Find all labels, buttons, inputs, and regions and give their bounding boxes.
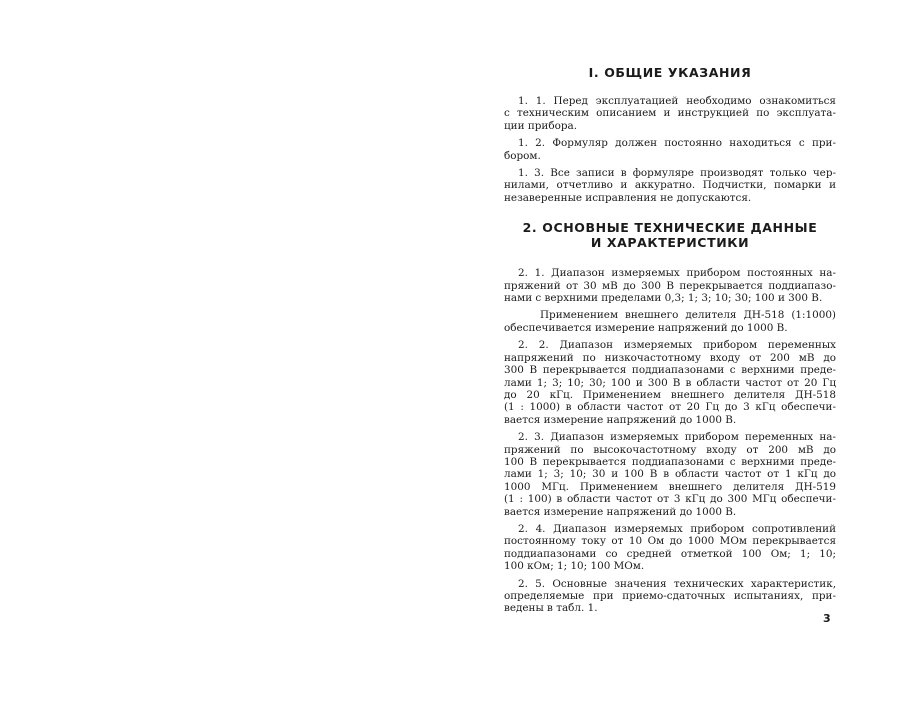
text-line: 100 кОм; 1; 10; 100 МОм.	[504, 560, 645, 573]
text-line: нами с верхними пределами 0,3; 1; 3; 10; 30; 100 и 300 В.	[504, 292, 823, 305]
text-line: 2. 3. Диапазон измеряемых прибором переменных на-	[518, 431, 836, 444]
text-line: 1000 МГц. Применением внешнего делителя ДН-519	[504, 480, 836, 493]
text-line: незаверенные исправления не допускаются.	[504, 191, 752, 204]
text-line: 2. 2. Диапазон измеряемых прибором переменных	[518, 339, 836, 352]
text-line: нилами, отчетливо и аккуратно. Подчистки, помарки и	[504, 179, 836, 192]
paragraph-1-3	[504, 167, 836, 204]
paragraph-2-1	[504, 267, 836, 304]
paragraph-1-2	[504, 137, 836, 162]
paragraph-1-1	[504, 95, 836, 132]
text-line: Применением внешнего делителя ДН-518 (1:1000)	[540, 309, 836, 322]
paragraph-2-3	[504, 431, 836, 518]
text-line: (1 : 1000) в области частот от 20 Гц до 3 кГц обеспечи-	[504, 401, 836, 414]
section-1-body	[504, 95, 836, 204]
text-line: определяемые при приемо-сдаточных испытаниях, при-	[504, 590, 836, 602]
text-line: до 20 кГц. Применением внешнего делителя ДН-518	[504, 388, 836, 401]
text-line: лами 1; 3; 10; 30; 100 и 300 В в области частот от 20 Гц	[504, 376, 836, 389]
page-number: 3	[823, 612, 831, 625]
text-line: лами 1; 3; 10; 30 и 100 В в области частот от 1 кГц до	[504, 468, 836, 481]
section-2-title-line: 2. ОСНОВНЫЕ ТЕХНИЧЕСКИЕ ДАННЫЕ	[522, 220, 818, 236]
paragraph-2-1-note	[504, 309, 836, 334]
text-line: 1. 3. Все записи в формуляре производят только чер-	[518, 167, 836, 180]
paragraph-2-2	[504, 339, 836, 426]
text-line: с техническим описанием и инструкцией по эксплуата-	[504, 107, 836, 120]
text-line: (1 : 100) в области частот от 3 кГц до 300 МГц обеспечи-	[504, 493, 836, 506]
text-line: постоянному току от 10 Ом до 1000 МОм перекрывается	[504, 535, 836, 548]
document-page	[504, 62, 836, 620]
text-line: ведены в табл. 1.	[504, 602, 598, 615]
text-line: 2. 5. Основные значения технических характеристик,	[518, 577, 836, 590]
text-line: поддиапазонами со средней отметкой 100 Ом; 1; 10;	[504, 547, 836, 560]
text-line: пряжений от 30 мВ до 300 В перекрывается поддиапазо-	[504, 279, 836, 292]
text-line: напряжений по низкочастотному входу от 200 мВ до	[504, 351, 836, 364]
section-2-title-line: И ХАРАКТЕРИСТИКИ	[590, 235, 750, 251]
text-line: вается измерение напряжений до 1000 В.	[504, 413, 737, 426]
text-line: пряжений по высокочастотному входу от 200 мВ до	[504, 443, 836, 456]
text-line: вается измерение напряжений до 1000 В.	[504, 505, 737, 518]
paragraph-2-4	[504, 523, 836, 573]
text-line: 100 В перекрывается поддиапазонами с верхними преде-	[504, 455, 836, 468]
text-line: 2. 4. Диапазон измеряемых прибором сопротивлений	[518, 522, 836, 535]
section-1-title: I. ОБЩИЕ УКАЗАНИЯ	[588, 65, 752, 80]
section-2-title	[504, 220, 836, 250]
text-line: обеспечивается измерение напряжений до 1000 В.	[504, 321, 788, 334]
text-line: ции прибора.	[504, 119, 577, 132]
text-line: 2. 1. Диапазон измеряемых прибором постоянных на-	[518, 267, 836, 280]
text-line: 300 В перекрывается поддиапазонами с верхними преде-	[504, 364, 836, 377]
text-line: бором.	[504, 149, 541, 162]
text-line: 1. 2. Формуляр должен постоянно находиться с при-	[518, 137, 836, 150]
section-2-body	[504, 267, 836, 615]
text-line: 1. 1. Перед эксплуатацией необходимо ознакомиться	[518, 95, 836, 107]
paragraph-2-5	[504, 578, 836, 615]
